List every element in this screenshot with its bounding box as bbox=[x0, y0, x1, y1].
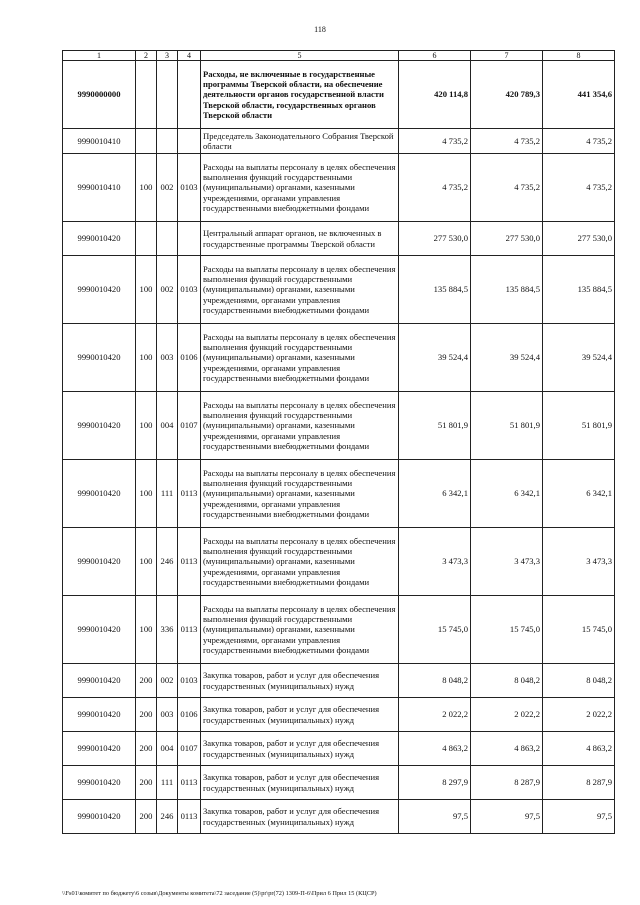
section-cell: 004 bbox=[157, 392, 178, 460]
code-cell: 9990010420 bbox=[63, 664, 136, 698]
section-cell bbox=[157, 222, 178, 256]
amount-year2-cell: 3 473,3 bbox=[471, 528, 543, 596]
description-cell: Центральный аппарат органов, не включенных в государственные программы Тверской области bbox=[201, 222, 399, 256]
expense-type-cell bbox=[136, 61, 157, 129]
amount-year2-cell: 8 287,9 bbox=[471, 766, 543, 800]
code-cell: 9990010410 bbox=[63, 129, 136, 154]
section-cell bbox=[157, 61, 178, 129]
section-cell: 002 bbox=[157, 256, 178, 324]
expense-type-cell: 100 bbox=[136, 596, 157, 664]
amount-year2-cell: 4 735,2 bbox=[471, 129, 543, 154]
file-path-footer: \\Fs01\комитет по бюджету\6 созыв\Документы комитета\72 заседание (5)\pr\pr(72) 1309-П-6\Прил 6 Прил 15 (КЦСР) bbox=[62, 890, 377, 897]
expense-type-cell bbox=[136, 222, 157, 256]
description-cell: Расходы, не включенные в государственные программы Тверской области, на обеспечение деятельности органов государственной власти Тверской области, государственных органов Тверской области bbox=[201, 61, 399, 129]
amount-year1-cell: 15 745,0 bbox=[399, 596, 471, 664]
amount-year3-cell: 135 884,5 bbox=[543, 256, 615, 324]
description-cell: Расходы на выплаты персоналу в целях обеспечения выполнения функций государственными (муниципальными) органами, казенными учреждениями, органами управления государственными внебюджетными фондами bbox=[201, 256, 399, 324]
amount-year2-cell: 4 735,2 bbox=[471, 154, 543, 222]
amount-year1-cell: 8 048,2 bbox=[399, 664, 471, 698]
description-cell: Расходы на выплаты персоналу в целях обеспечения выполнения функций государственными (муниципальными) органами, казенными учреждениями, органами управления государственными внебюджетными фондами bbox=[201, 392, 399, 460]
code-cell: 9990010420 bbox=[63, 800, 136, 834]
subsection-cell: 0113 bbox=[178, 800, 201, 834]
table-row bbox=[63, 732, 615, 766]
subsection-cell: 0106 bbox=[178, 324, 201, 392]
code-cell: 9990000000 bbox=[63, 61, 136, 129]
subsection-cell: 0103 bbox=[178, 154, 201, 222]
description-cell: Председатель Законодательного Собрания Тверской области bbox=[201, 129, 399, 154]
section-cell: 003 bbox=[157, 698, 178, 732]
amount-year1-cell: 8 297,9 bbox=[399, 766, 471, 800]
amount-year3-cell: 39 524,4 bbox=[543, 324, 615, 392]
section-cell: 246 bbox=[157, 800, 178, 834]
section-cell bbox=[157, 129, 178, 154]
expense-type-cell: 100 bbox=[136, 324, 157, 392]
amount-year1-cell: 4 863,2 bbox=[399, 732, 471, 766]
amount-year2-cell: 97,5 bbox=[471, 800, 543, 834]
section-cell: 004 bbox=[157, 732, 178, 766]
page-number: 118 bbox=[314, 25, 326, 34]
description-cell: Расходы на выплаты персоналу в целях обеспечения выполнения функций государственными (муниципальными) органами, казенными учреждениями, органами управления государственными внебюджетными фондами bbox=[201, 528, 399, 596]
amount-year1-cell: 3 473,3 bbox=[399, 528, 471, 596]
column-number-header: 5 bbox=[201, 51, 399, 61]
description-cell: Расходы на выплаты персоналу в целях обеспечения выполнения функций государственными (муниципальными) органами, казенными учреждениями, органами управления государственными внебюджетными фондами bbox=[201, 154, 399, 222]
amount-year3-cell: 4 863,2 bbox=[543, 732, 615, 766]
expense-type-cell: 100 bbox=[136, 528, 157, 596]
expense-type-cell: 200 bbox=[136, 698, 157, 732]
amount-year3-cell: 277 530,0 bbox=[543, 222, 615, 256]
expense-type-cell bbox=[136, 129, 157, 154]
description-cell: Расходы на выплаты персоналу в целях обеспечения выполнения функций государственными (муниципальными) органами, казенными учреждениями, органами управления государственными внебюджетными фондами bbox=[201, 596, 399, 664]
amount-year2-cell: 6 342,1 bbox=[471, 460, 543, 528]
column-number-header: 8 bbox=[543, 51, 615, 61]
table-row bbox=[63, 528, 615, 596]
expense-type-cell: 200 bbox=[136, 766, 157, 800]
table-row bbox=[63, 154, 615, 222]
expense-type-cell: 100 bbox=[136, 256, 157, 324]
subsection-cell: 0113 bbox=[178, 766, 201, 800]
amount-year2-cell: 15 745,0 bbox=[471, 596, 543, 664]
amount-year2-cell: 51 801,9 bbox=[471, 392, 543, 460]
description-cell: Закупка товаров, работ и услуг для обеспечения государственных (муниципальных) нужд bbox=[201, 664, 399, 698]
amount-year2-cell: 8 048,2 bbox=[471, 664, 543, 698]
description-cell: Закупка товаров, работ и услуг для обеспечения государственных (муниципальных) нужд bbox=[201, 732, 399, 766]
section-cell: 002 bbox=[157, 664, 178, 698]
amount-year2-cell: 2 022,2 bbox=[471, 698, 543, 732]
amount-year3-cell: 3 473,3 bbox=[543, 528, 615, 596]
subsection-cell: 0113 bbox=[178, 460, 201, 528]
subsection-cell: 0103 bbox=[178, 256, 201, 324]
amount-year1-cell: 277 530,0 bbox=[399, 222, 471, 256]
subsection-cell: 0113 bbox=[178, 596, 201, 664]
column-number-header: 4 bbox=[178, 51, 201, 61]
amount-year1-cell: 420 114,8 bbox=[399, 61, 471, 129]
subsection-cell bbox=[178, 61, 201, 129]
amount-year3-cell: 97,5 bbox=[543, 800, 615, 834]
subsection-cell: 0107 bbox=[178, 392, 201, 460]
subsection-cell: 0113 bbox=[178, 528, 201, 596]
amount-year3-cell: 51 801,9 bbox=[543, 392, 615, 460]
column-number-header: 3 bbox=[157, 51, 178, 61]
table-row bbox=[63, 222, 615, 256]
description-cell: Расходы на выплаты персоналу в целях обеспечения выполнения функций государственными (муниципальными) органами, казенными учреждениями, органами управления государственными внебюджетными фондами bbox=[201, 460, 399, 528]
table-row bbox=[63, 460, 615, 528]
amount-year1-cell: 51 801,9 bbox=[399, 392, 471, 460]
code-cell: 9990010420 bbox=[63, 596, 136, 664]
code-cell: 9990010420 bbox=[63, 698, 136, 732]
expense-type-cell: 200 bbox=[136, 732, 157, 766]
section-cell: 003 bbox=[157, 324, 178, 392]
subsection-cell bbox=[178, 129, 201, 154]
table-row bbox=[63, 698, 615, 732]
amount-year2-cell: 135 884,5 bbox=[471, 256, 543, 324]
amount-year2-cell: 277 530,0 bbox=[471, 222, 543, 256]
code-cell: 9990010420 bbox=[63, 732, 136, 766]
section-cell: 111 bbox=[157, 460, 178, 528]
description-cell: Закупка товаров, работ и услуг для обеспечения государственных (муниципальных) нужд bbox=[201, 698, 399, 732]
expense-type-cell: 200 bbox=[136, 664, 157, 698]
subsection-cell: 0107 bbox=[178, 732, 201, 766]
amount-year1-cell: 6 342,1 bbox=[399, 460, 471, 528]
amount-year3-cell: 2 022,2 bbox=[543, 698, 615, 732]
section-cell: 111 bbox=[157, 766, 178, 800]
table-row bbox=[63, 129, 615, 154]
amount-year2-cell: 420 789,3 bbox=[471, 61, 543, 129]
amount-year1-cell: 39 524,4 bbox=[399, 324, 471, 392]
amount-year2-cell: 39 524,4 bbox=[471, 324, 543, 392]
table-row bbox=[63, 664, 615, 698]
amount-year1-cell: 97,5 bbox=[399, 800, 471, 834]
table-row bbox=[63, 800, 615, 834]
subsection-cell bbox=[178, 222, 201, 256]
amount-year1-cell: 2 022,2 bbox=[399, 698, 471, 732]
expense-type-cell: 200 bbox=[136, 800, 157, 834]
code-cell: 9990010420 bbox=[63, 222, 136, 256]
section-cell: 002 bbox=[157, 154, 178, 222]
amount-year3-cell: 4 735,2 bbox=[543, 154, 615, 222]
amount-year1-cell: 135 884,5 bbox=[399, 256, 471, 324]
code-cell: 9990010410 bbox=[63, 154, 136, 222]
budget-table bbox=[62, 50, 615, 834]
amount-year1-cell: 4 735,2 bbox=[399, 129, 471, 154]
column-number-header: 2 bbox=[136, 51, 157, 61]
table-body bbox=[63, 51, 615, 834]
code-cell: 9990010420 bbox=[63, 392, 136, 460]
column-number-header-row bbox=[63, 51, 615, 61]
column-number-header: 1 bbox=[63, 51, 136, 61]
table-row bbox=[63, 256, 615, 324]
amount-year3-cell: 4 735,2 bbox=[543, 129, 615, 154]
section-cell: 246 bbox=[157, 528, 178, 596]
table-row bbox=[63, 596, 615, 664]
code-cell: 9990010420 bbox=[63, 528, 136, 596]
expense-type-cell: 100 bbox=[136, 460, 157, 528]
code-cell: 9990010420 bbox=[63, 324, 136, 392]
amount-year2-cell: 4 863,2 bbox=[471, 732, 543, 766]
amount-year3-cell: 8 287,9 bbox=[543, 766, 615, 800]
amount-year3-cell: 441 354,6 bbox=[543, 61, 615, 129]
expense-type-cell: 100 bbox=[136, 392, 157, 460]
amount-year3-cell: 15 745,0 bbox=[543, 596, 615, 664]
table-row bbox=[63, 766, 615, 800]
column-number-header: 7 bbox=[471, 51, 543, 61]
code-cell: 9990010420 bbox=[63, 460, 136, 528]
amount-year3-cell: 6 342,1 bbox=[543, 460, 615, 528]
table-row bbox=[63, 324, 615, 392]
amount-year1-cell: 4 735,2 bbox=[399, 154, 471, 222]
section-cell: 336 bbox=[157, 596, 178, 664]
code-cell: 9990010420 bbox=[63, 766, 136, 800]
description-cell: Закупка товаров, работ и услуг для обеспечения государственных (муниципальных) нужд bbox=[201, 766, 399, 800]
expense-type-cell: 100 bbox=[136, 154, 157, 222]
subsection-cell: 0103 bbox=[178, 664, 201, 698]
subsection-cell: 0106 bbox=[178, 698, 201, 732]
amount-year3-cell: 8 048,2 bbox=[543, 664, 615, 698]
column-number-header: 6 bbox=[399, 51, 471, 61]
description-cell: Расходы на выплаты персоналу в целях обеспечения выполнения функций государственными (муниципальными) органами, казенными учреждениями, органами управления государственными внебюджетными фондами bbox=[201, 324, 399, 392]
code-cell: 9990010420 bbox=[63, 256, 136, 324]
table-row bbox=[63, 61, 615, 129]
description-cell: Закупка товаров, работ и услуг для обеспечения государственных (муниципальных) нужд bbox=[201, 800, 399, 834]
table-row bbox=[63, 392, 615, 460]
